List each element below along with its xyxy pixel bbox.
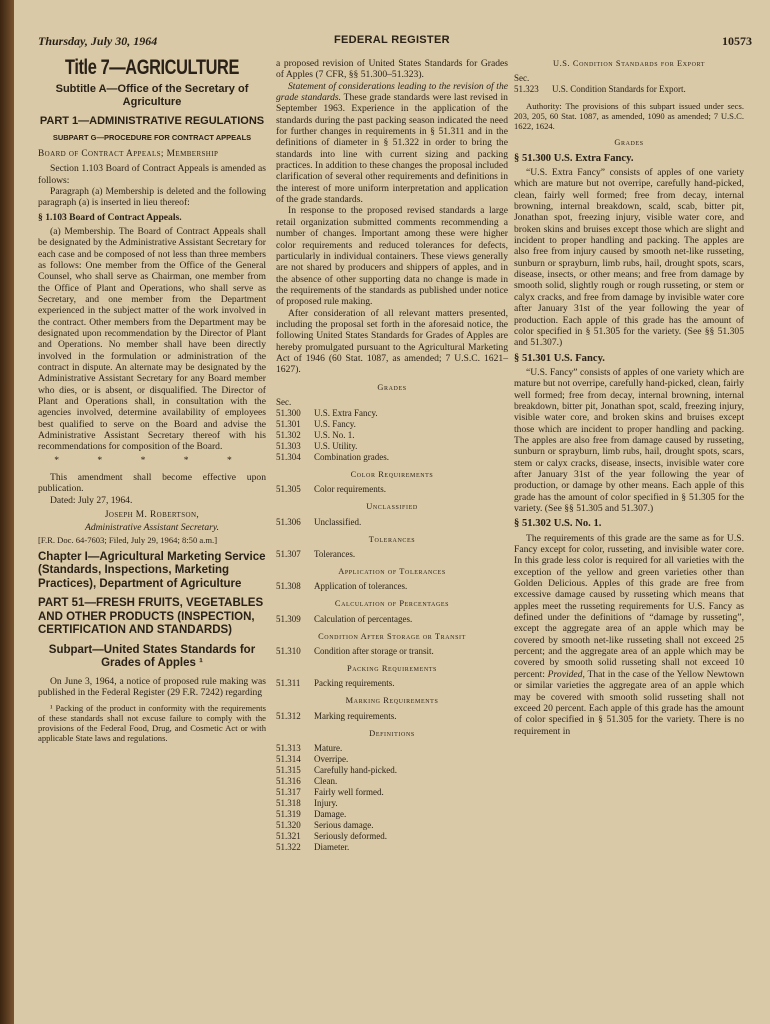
document-page bbox=[14, 0, 770, 1024]
toc-number: 51.300 bbox=[276, 407, 301, 418]
board-heading: Board of Contract Appeals; Membership bbox=[38, 148, 219, 159]
paragraph: Section 1.103 Board of Contract Appeals is amended as follows: bbox=[38, 163, 266, 186]
toc-number: 51.311 bbox=[276, 678, 301, 689]
toc-number: 51.303 bbox=[276, 440, 301, 451]
toc-text: U.S. Fancy. bbox=[314, 418, 356, 429]
toc-text: Damage. bbox=[314, 809, 347, 820]
paragraph: (a) Membership. The Board of Contract Appeals shall be designated by the Administrative Assistant Secretary for each case and be composed of not less than three members as follows: One member from the Office of the General Counsel, who shall serve as Chairman, one member from the Office of Plant and Operations, who shall serve as Secretary, and one member from the Department experienced in the subject matter of the work involved in the contract. Other members from the Department may be designated upon recommendation by the Director of Plant and Operations. No member shall have been directly involved in the formulation or administration of the contract in dispute. An alternate may be designated by the Administrative Assistant Secretary for any Board member who dies, or is absent, or disqualified. The Director of Plant and Operations shall, in consultation with the agencies involved, determine availability of employees best qualified to serve on the Board and advise the Administrative Assistant Secretary thereof with his recommendations for composition of the Board. bbox=[38, 225, 266, 453]
toc-text: Unclassified. bbox=[314, 516, 362, 527]
toc-number: 51.322 bbox=[276, 842, 301, 853]
toc-text: Combination grades. bbox=[314, 451, 389, 462]
paragraph: Paragraph (a) Membership is deleted and the following paragraph (a) is inserted in lieu thereof: bbox=[38, 185, 266, 209]
toc-number: 51.302 bbox=[276, 429, 301, 440]
toc-row bbox=[276, 452, 508, 463]
paragraph: “U.S. Extra Fancy” consists of apples of one variety which are mature but not overripe, carefully hand-picked, clean, fairly well formed; free from decay, internal browning, internal breakdown, scald, scab, bitter pit, Jonathan spot, freezing injury, visible water core, and broken skins and bruises except those which are slight and incident to proper handling and packing. The apples are also free from injury caused by smooth net-like russeting, sunburn or sprayburn, limb rubs, hail, drought spots, scars, disease, insects, or other means; and free from damage by smooth solid, slightly rough or rough russeting, or stem or calyx cracks, and free from damage by invisible water core after January 31st of the year following the year of production. Each apple of this grade has the amount of color specified in § 51.305 for the variety. (See §§ 51.305 and 51.307.) bbox=[514, 167, 744, 349]
toc-number: Sec. bbox=[276, 396, 292, 407]
toc-row bbox=[276, 646, 508, 657]
dated-line: Dated: July 27, 1964. bbox=[50, 494, 133, 506]
toc-row bbox=[276, 419, 508, 430]
toc-text: Color requirements. bbox=[314, 484, 386, 495]
footnote: ¹ Packing of the product in conformity with the requirements of these standards shall not excuse failure to comply with the provisions of the Federal Food, Drug, and Cosmetic Act or with applicable State laws and regulations. bbox=[38, 702, 266, 743]
toc-row bbox=[276, 484, 508, 495]
section-break-stars: * * * * * bbox=[54, 454, 250, 466]
toc-heading: Condition After Storage or Transit bbox=[318, 631, 466, 641]
paragraph-text: That in the case of the Yellow Newtown or similar varieties the aggregate area of an apple which may be covered with smooth solid russeting shall not exceed 20 percent. Each apple of this grade has the amount of color specified in § 51.305 for the variety. There is no requirement in bbox=[514, 668, 744, 737]
toc-row bbox=[276, 397, 508, 408]
column-2 bbox=[276, 58, 508, 853]
toc-text: Overripe. bbox=[314, 754, 349, 765]
paragraph: On June 3, 1964, a notice of proposed rule making was published in the Federal Register (29 F.R. 7242) regarding bbox=[38, 675, 266, 699]
toc-number: 51.307 bbox=[276, 549, 301, 559]
subpart-heading: SUBPART G—PROCEDURE FOR CONTRACT APPEALS bbox=[52, 133, 252, 143]
toc-row bbox=[276, 754, 508, 765]
toc-row bbox=[276, 831, 508, 842]
toc-text: Seriously deformed. bbox=[314, 831, 387, 842]
toc-text: Marking requirements. bbox=[314, 710, 397, 721]
toc-number: 51.321 bbox=[276, 831, 301, 842]
toc-text: U.S. Condition Standards for Export. bbox=[552, 84, 686, 95]
toc-row bbox=[276, 776, 508, 787]
toc-row bbox=[276, 430, 508, 441]
toc-number: 51.323 bbox=[514, 84, 539, 95]
section-heading: § 51.302 U.S. No. 1. bbox=[514, 518, 602, 530]
toc-row bbox=[276, 765, 508, 776]
paragraph: After consideration of all relevant matters presented, including the proposal set forth in the aforesaid notice, the following United States Standards for Grades of Apples are hereby promulgated pursuant to the Agricultural Marketing Act of 1946 (60 Stat. 1087, as amended; 7 U.S.C. 1621–1627). bbox=[276, 307, 508, 376]
toc-heading: Packing Requirements bbox=[346, 664, 437, 674]
toc-text: Fairly well formed. bbox=[314, 787, 384, 798]
toc-row bbox=[276, 743, 508, 754]
table-of-contents bbox=[276, 382, 508, 853]
title-heading: Title 7—AGRICULTURE bbox=[64, 56, 239, 79]
toc-number: 51.316 bbox=[276, 776, 301, 787]
toc-number: 51.310 bbox=[276, 646, 301, 657]
authority-note: Authority: The provisions of this subpart issued under secs. 203, 205, 60 Stat. 1087, as amended, 1090 as amended; 7 U.S.C. 1622, 1624. bbox=[514, 101, 744, 132]
toc-number: 51.306 bbox=[276, 516, 301, 527]
toc-number: 51.309 bbox=[276, 613, 301, 624]
toc-text: U.S. Extra Fancy. bbox=[314, 407, 378, 418]
toc-row bbox=[276, 408, 508, 419]
subpart-apples-heading: Subpart—United States Standards for Grades of Apples ¹ bbox=[48, 643, 256, 670]
toc-number: 51.312 bbox=[276, 710, 301, 721]
toc-row bbox=[276, 711, 508, 722]
toc-number: 51.301 bbox=[276, 418, 301, 429]
toc-row bbox=[276, 614, 508, 625]
toc-row bbox=[276, 517, 508, 528]
header-page-number: 10573 bbox=[722, 34, 752, 48]
toc-text: Injury. bbox=[314, 798, 338, 809]
section-heading: § 1.103 Board of Contract Appeals. bbox=[38, 211, 182, 223]
column-1 bbox=[38, 58, 266, 743]
section-heading: § 51.300 U.S. Extra Fancy. bbox=[514, 152, 634, 164]
column-3 bbox=[514, 58, 744, 737]
toc-text: Application of tolerances. bbox=[314, 581, 408, 592]
paragraph: a proposed revision of United States Standards for Grades of Apples (7 CFR, §§ 51.300–51.323). bbox=[276, 58, 508, 81]
toc-text: Packing requirements. bbox=[314, 678, 395, 689]
toc-text: Mature. bbox=[314, 743, 343, 754]
subtitle-heading: Subtitle A—Office of the Secretary of Agriculture bbox=[55, 83, 249, 109]
paragraph: “U.S. Fancy” consists of apples of one variety which are mature but not overripe, carefully hand-picked, clean, fairly well formed; free from decay, internal browning, internal breakdown, bitter pit, Jonathan spot, scald, freezing injury, visible water core, and broken skins and bruises except those which are incident to proper handling and packing. The apples are also free from damage caused by russeting, sunburn or sprayburn, limb rubs, hail, drought spots, scars, stem or calyx cracks, disease, insects, invisible water core after January 31st of the year following the year of production, or damage by other means. Each apple of this grade has the amount of color specified in § 51.305 for the variety. (See §§ 51.305 and 51.307.) bbox=[514, 366, 744, 514]
paragraph bbox=[276, 81, 508, 206]
provided-word: Provided, bbox=[547, 668, 585, 680]
toc-row bbox=[276, 678, 508, 689]
toc-row bbox=[276, 549, 508, 560]
toc-row bbox=[276, 809, 508, 820]
toc-text: U.S. No. 1. bbox=[314, 429, 355, 440]
signer-title: Administrative Assistant Secretary. bbox=[84, 521, 220, 533]
chapter-heading: Chapter I—Agricultural Marketing Service (Standards, Inspections, Marketing Practices), Department of Agriculture bbox=[38, 550, 266, 590]
toc-text: Condition after storage or transit. bbox=[314, 646, 434, 657]
toc-heading: Color Requirements bbox=[350, 469, 434, 479]
signer-name: Joseph M. Robertson, bbox=[104, 510, 200, 521]
statement-heading: Statement of considerations leading to the revision of the grade standards. bbox=[276, 80, 508, 104]
paragraph-text: The requirements of this grade are the same as for U.S. Fancy except for color, russeting, and invisible water core. In this grade less color is required for all varieties with the exception of the yellow and green varieties other than Golden Delicious. Apples of this grade are free from excessive damage caused by russeting which means that apples meet the russeting requirements for U.S. Fancy as defined under the definitions of “damage by russeting”, except the aggregate area of an apple which may be covered by smooth net-like russeting shall not exceed 25 percent; and the aggregate area of an apple which may be covered by smooth solid russeting shall not exceed 10 percent: bbox=[514, 532, 744, 680]
section-heading: § 51.301 U.S. Fancy. bbox=[514, 352, 605, 364]
toc-text: Tolerances. bbox=[314, 549, 356, 559]
toc-heading: Definitions bbox=[369, 728, 415, 738]
paragraph bbox=[514, 533, 744, 737]
toc-number: 51.315 bbox=[276, 765, 301, 776]
toc-text: Calculation of percentages. bbox=[314, 613, 413, 624]
page-header bbox=[38, 34, 752, 52]
toc-text: Carefully hand-picked. bbox=[314, 765, 397, 776]
toc-text: Clean. bbox=[314, 776, 338, 787]
toc-row bbox=[276, 820, 508, 831]
toc-row bbox=[276, 581, 508, 592]
toc-text: U.S. Utility. bbox=[314, 440, 358, 451]
grades-heading: Grades bbox=[614, 138, 644, 148]
paragraph: In response to the proposed revised standards a large retail organization submitted comments recommending a number of changes. Important among these were higher color requirements and reduced tolerances for defects, particularly in individual containers. These views generally are not shared by producers and shippers of apples, and in the absence of other supporting data no change is made in the requirements of the standards as published under notice of proposed rule making. bbox=[276, 205, 508, 308]
toc-text: Serious damage. bbox=[314, 820, 374, 831]
toc-row bbox=[514, 73, 744, 84]
paragraph: This amendment shall become effective upon publication. bbox=[38, 472, 266, 495]
toc-heading: Calculation of Percentages bbox=[334, 599, 450, 609]
header-date: Thursday, July 30, 1964 bbox=[38, 34, 158, 48]
toc-number: Sec. bbox=[514, 73, 530, 84]
toc-row bbox=[276, 441, 508, 452]
toc-heading: Grades bbox=[377, 382, 407, 392]
statement-text: These grade standards were last revised in September 1963. Experience in the application of the standards during the past packing season indicated the need for further changes in requirements in § 51.311 and in the definitions of diameter in § 51.322 in order to bring the standards into line with current sizing and packing practices. In addition to these changes the proposal included clarification of several other requirements and definitions in the interest of more uniform interpretation and application of the grade standards. bbox=[276, 92, 508, 206]
toc-number: 51.320 bbox=[276, 820, 301, 831]
toc-number: 51.308 bbox=[276, 581, 301, 592]
toc-number: 51.314 bbox=[276, 754, 301, 765]
fr-doc-citation: [F.R. Doc. 64-7603; Filed, July 29, 1964; 8:50 a.m.] bbox=[38, 534, 218, 545]
toc-row bbox=[276, 798, 508, 809]
part-51-heading: PART 51—FRESH FRUITS, VEGETABLES AND OTHER PRODUCTS (INSPECTION, CERTIFICATION AND STANDARDS) bbox=[38, 597, 264, 637]
toc-number: 51.313 bbox=[276, 743, 301, 754]
toc-number: 51.305 bbox=[276, 484, 301, 495]
toc-heading: Marking Requirements bbox=[345, 696, 439, 706]
toc-number: 51.304 bbox=[276, 451, 301, 462]
toc-row bbox=[276, 842, 508, 853]
toc-text: Diameter. bbox=[314, 842, 350, 853]
toc-number: 51.319 bbox=[276, 809, 301, 820]
toc-number: 51.317 bbox=[276, 787, 301, 798]
toc-heading: Unclassified bbox=[366, 502, 418, 512]
header-publication: FEDERAL REGISTER bbox=[334, 34, 450, 46]
page-binding-edge bbox=[0, 0, 14, 1024]
toc-heading: Tolerances bbox=[368, 534, 416, 544]
toc-row bbox=[514, 84, 744, 95]
part-heading: PART 1—ADMINISTRATIVE REGULATIONS bbox=[39, 115, 265, 128]
toc-heading: U.S. Condition Standards for Export bbox=[552, 59, 706, 68]
toc-heading: Application of Tolerances bbox=[338, 567, 446, 576]
toc-row bbox=[276, 787, 508, 798]
toc-number: 51.318 bbox=[276, 798, 301, 809]
